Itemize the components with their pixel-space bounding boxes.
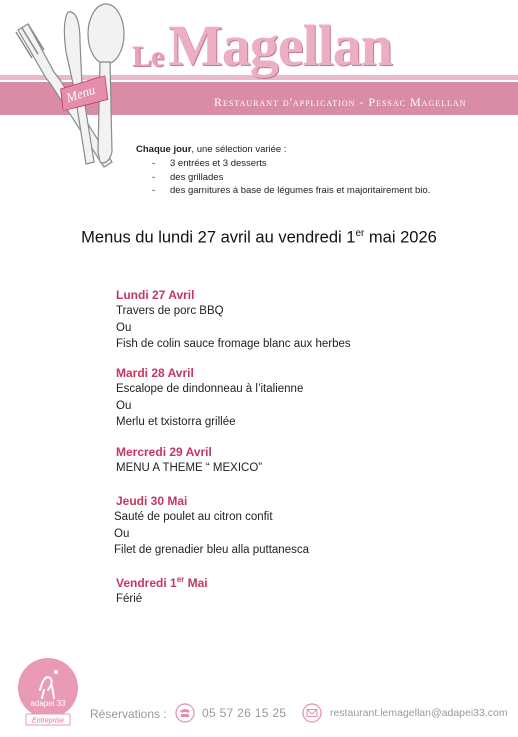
day-name-before: Vendredi 1	[116, 576, 177, 590]
dish-line: Sauté de poulet au citron confit	[114, 511, 273, 523]
dish-line: Ou	[116, 399, 132, 412]
restaurant-subtitle: Restaurant d'application - Pessac Magellan	[214, 95, 467, 109]
logo-magellan: Magellan	[168, 13, 392, 78]
dish-line: MENU A THEME “ MEXICO”	[116, 462, 263, 474]
day-tuesday	[116, 365, 303, 431]
title-sup: er	[355, 228, 365, 239]
day-name-sup: er	[176, 575, 185, 584]
dish-line: Fish de colin sauce fromage blanc aux herbes	[116, 338, 351, 350]
day-friday	[116, 572, 208, 608]
day-name: Mardi 28 Avril	[116, 366, 194, 380]
menu-badge-text: Menu	[64, 81, 98, 106]
logo-sub: Entreprise	[32, 717, 64, 725]
logo-text: adapei 33	[30, 699, 66, 708]
day-thursday	[114, 493, 309, 559]
intro-block	[136, 144, 430, 198]
logo-le: Le	[132, 40, 164, 73]
intro-lead-rest: , une sélection variée :	[191, 144, 287, 155]
title-before: Menus du lundi 27 avril au vendredi 1	[81, 228, 356, 247]
day-name-after: Mai	[184, 576, 208, 590]
adapei-logo	[14, 656, 82, 728]
reservations-label: Réservations :	[90, 707, 167, 721]
dish-line: Férié	[116, 593, 143, 605]
dish-line: Merlu et txistorra grillée	[116, 416, 236, 428]
day-name: Lundi 27 Avril	[116, 288, 195, 302]
intro-item: - des grillades	[152, 171, 430, 185]
page-title	[0, 228, 518, 248]
dish-line: Escalope de dindonneau à l’italienne	[116, 383, 304, 395]
dish-line: Travers de porc BBQ	[116, 305, 224, 317]
intro-item: - 3 entrées et 3 desserts	[152, 157, 430, 171]
day-name	[116, 572, 208, 591]
email-link[interactable]: restaurant.lemagellan@adapei33.com	[330, 707, 508, 719]
mail-icon	[302, 703, 322, 723]
phone-number[interactable]: 05 57 26 15 25	[202, 706, 287, 720]
intro-lead	[136, 144, 430, 155]
phone-icon	[175, 703, 195, 723]
intro-lead-bold: Chaque jour	[136, 144, 192, 155]
day-wednesday	[116, 444, 262, 477]
dish-line: Filet de grenadier bleu alla puttanesca	[114, 544, 309, 556]
day-name: Jeudi 30 Mai	[116, 494, 188, 508]
intro-item: - des garnitures à base de légumes frais et majoritairement bio.	[152, 184, 430, 198]
day-monday	[116, 287, 351, 353]
title-after: mai 2026	[364, 228, 437, 247]
intro-list	[136, 157, 430, 198]
dish-line: Ou	[114, 527, 130, 540]
day-name: Mercredi 29 Avril	[116, 445, 212, 459]
dish-line: Ou	[116, 321, 132, 334]
